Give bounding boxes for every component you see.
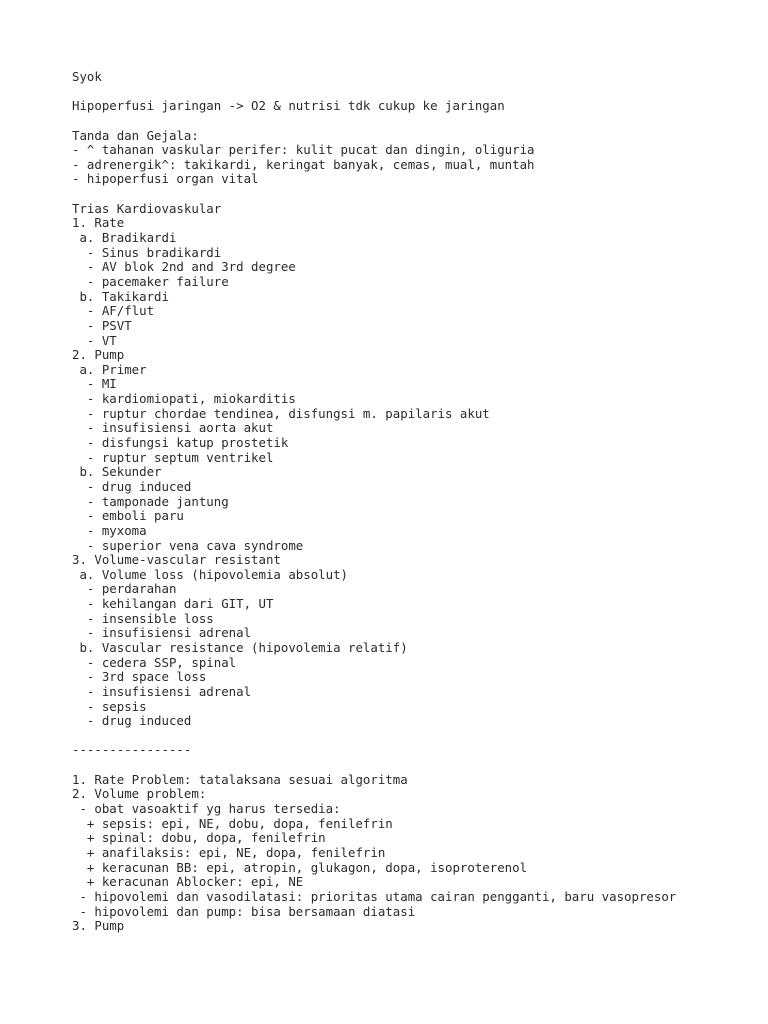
- text-line: - drug induced: [72, 713, 192, 729]
- text-line: - hipovolemi dan pump: bisa bersamaan diatasi: [72, 903, 416, 919]
- text-line: [72, 187, 676, 202]
- text-line: b. Takikardi: [72, 288, 169, 304]
- text-line: - kehilangan dari GIT, UT: [72, 596, 274, 612]
- text-line: - hipoperfusi organ vital: [72, 171, 259, 187]
- text-line: - VT: [72, 332, 117, 348]
- text-line: 1. Rate: [72, 215, 125, 231]
- text-line: 3. Volume-vascular resistant: [72, 552, 281, 568]
- text-line: [72, 729, 676, 744]
- text-line: - superior vena cava syndrome: [72, 537, 304, 553]
- text-line: - hipovolemi dan vasodilatasi: prioritas utama cairan pengganti, baru vasopresor: [72, 888, 677, 904]
- text-line: + keracunan Ablocker: epi, NE: [72, 874, 304, 890]
- text-line: - insufisiensi aorta akut: [72, 420, 274, 436]
- text-line: a. Volume loss (hipovolemia absolut): [72, 566, 349, 582]
- text-line: + anafilaksis: epi, NE, dopa, fenilefrin: [72, 844, 386, 860]
- text-line: - tamponade jantung: [72, 493, 229, 509]
- text-line: [72, 85, 676, 100]
- text-line: - AF/flut: [72, 303, 155, 319]
- text-line: - PSVT: [72, 317, 132, 333]
- text-line: - insensible loss: [72, 610, 214, 626]
- text-line: a. Primer: [72, 361, 147, 377]
- text-line: Trias Kardiovaskular: [72, 200, 222, 216]
- text-line: - perdarahan: [72, 581, 177, 597]
- text-line: - Sinus bradikardi: [72, 244, 222, 260]
- text-line: - emboli paru: [72, 508, 184, 524]
- text-line: [72, 114, 676, 129]
- text-line: - kardiomiopati, miokarditis: [72, 391, 296, 407]
- text-line: - MI: [72, 376, 117, 392]
- document-body: [72, 70, 676, 934]
- text-line: - pacemaker failure: [72, 273, 229, 289]
- text-line: - disfungsi katup prostetik: [72, 435, 289, 451]
- text-line: ----------------: [72, 742, 192, 758]
- text-line: + keracunan BB: epi, atropin, glukagon, dopa, isoproterenol: [72, 859, 528, 875]
- text-line: Hipoperfusi jaringan -> O2 & nutrisi tdk cukup ke jaringan: [72, 98, 505, 114]
- text-line: - insufisiensi adrenal: [72, 625, 252, 641]
- text-line: - adrenergik^: takikardi, keringat banyak, cemas, mual, muntah: [72, 156, 535, 172]
- text-line: Tanda dan Gejala:: [72, 127, 199, 143]
- text-line: - ^ tahanan vaskular perifer: kulit pucat dan dingin, oliguria: [72, 142, 535, 158]
- text-line: 3. Pump: [72, 918, 125, 934]
- text-line: - obat vasoaktif yg harus tersedia:: [72, 801, 341, 817]
- text-line: - myxoma: [72, 522, 147, 538]
- text-line: - 3rd space loss: [72, 669, 207, 685]
- text-line: a. Bradikardi: [72, 230, 177, 246]
- text-line: + sepsis: epi, NE, dobu, dopa, fenilefrin: [72, 815, 393, 831]
- text-line: - sepsis: [72, 698, 147, 714]
- text-line: 1. Rate Problem: tatalaksana sesuai algoritma: [72, 771, 408, 787]
- text-line: - drug induced: [72, 478, 192, 494]
- text-line: b. Sekunder: [72, 464, 162, 480]
- text-line: 2. Pump: [72, 347, 125, 363]
- text-line: - insufisiensi adrenal: [72, 683, 252, 699]
- text-line: + spinal: dobu, dopa, fenilefrin: [72, 830, 326, 846]
- text-line: [72, 758, 676, 773]
- text-line: - ruptur chordae tendinea, disfungsi m. papilaris akut: [72, 405, 490, 421]
- text-line: - cedera SSP, spinal: [72, 654, 237, 670]
- text-line: Syok: [72, 69, 102, 84]
- text-line: 2. Volume problem:: [72, 786, 207, 802]
- text-line: - AV blok 2nd and 3rd degree: [72, 259, 296, 275]
- text-line: b. Vascular resistance (hipovolemia relatif): [72, 639, 408, 655]
- text-line: - ruptur septum ventrikel: [72, 449, 274, 465]
